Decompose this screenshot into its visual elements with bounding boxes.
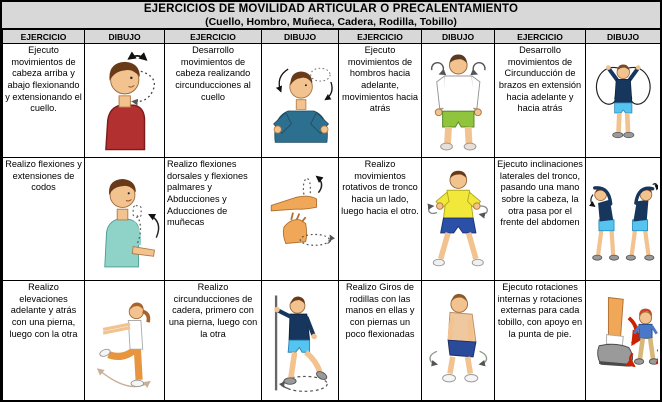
trunk-rotation-drawing: [422, 158, 495, 281]
exercise-cell-wrist-movements: Realizo flexiones dorsales y flexiones palmares y Abducciones y Aducciones de muñecas: [165, 158, 262, 281]
shoulder-rolls-drawing: [422, 44, 495, 158]
column-header-ejercicio-3: EJERCICIO: [339, 30, 422, 44]
exercise-cell-neck-flexion: Ejecuto movimientos de cabeza arriba y abajo flexionando y extensionando el cuello.: [3, 44, 85, 158]
table-row: [3, 281, 661, 402]
exercise-cell-trunk-rotation: Realizo movimientos rotativos de tronco hacia un lado, luego hacia el otro.: [339, 158, 422, 281]
exercise-cell-lateral-bend: Ejecuto inclinaciones laterales del tronco, pasando una mano sobre la cabeza, la otra pasa por el frente del abdomen: [495, 158, 586, 281]
column-header-dibujo-4: DIBUJO: [586, 30, 661, 44]
neck-flexion-drawing: [85, 44, 165, 158]
column-header-ejercicio-4: EJERCICIO: [495, 30, 586, 44]
neck-circumduction-drawing: [262, 44, 339, 158]
hip-circumduction-drawing: [262, 281, 339, 402]
column-header-ejercicio-1: EJERCICIO: [3, 30, 85, 44]
knee-circles-drawing: [422, 281, 495, 402]
lateral-bend-drawing: [586, 158, 661, 281]
column-header-dibujo-1: DIBUJO: [85, 30, 165, 44]
wrist-movements-drawing: [262, 158, 339, 281]
page-subtitle: (Cuello, Hombro, Muñeca, Cadera, Rodilla, Tobillo): [205, 16, 457, 28]
exercise-cell-ankle-rotation: Ejecuto rotaciones internas y rotaciones externas para cada tobillo, con apoyo en la punta de pie.: [495, 281, 586, 402]
column-header-dibujo-2: DIBUJO: [262, 30, 339, 44]
exercise-table: [2, 29, 661, 402]
table-title-bar: [2, 2, 660, 29]
table-row: [3, 44, 661, 158]
exercise-cell-leg-swing: Realizo elevaciones adelante y atrás con una pierna, luego con la otra: [3, 281, 85, 402]
page-title: EJERCICIOS DE MOVILIDAD ARTICULAR O PRECALENTAMIENTO: [143, 3, 519, 15]
arm-circles-drawing: [586, 44, 661, 158]
exercise-cell-shoulder-rolls: Ejecuto movimientos de hombros hacia adelante, movimientos hacia atrás: [339, 44, 422, 158]
header-row: [3, 30, 661, 44]
column-header-ejercicio-2: EJERCICIO: [165, 30, 262, 44]
exercise-cell-hip-circumduction: Realizo circunducciones de cadera, primero con una pierna, luego con la otra: [165, 281, 262, 402]
table-row: [3, 158, 661, 281]
leg-swing-drawing: [85, 281, 165, 402]
exercise-cell-knee-circles: Realizo Giros de rodillas con las manos en ellas y con piernas un poco flexionadas: [339, 281, 422, 402]
exercise-cell-arm-circles: Desarrollo movimientos de Circunducción de brazos en extensión hacia adelante y hacia atrás: [495, 44, 586, 158]
exercise-cell-elbow-flexion: Realizo flexiones y extensiones de codos: [3, 158, 85, 281]
column-header-dibujo-3: DIBUJO: [422, 30, 495, 44]
ankle-rotation-drawing: [586, 281, 661, 402]
elbow-flexion-drawing: [85, 158, 165, 281]
exercise-cell-neck-circumduction: Desarrollo movimientos de cabeza realizando circunducciones al cuello: [165, 44, 262, 158]
